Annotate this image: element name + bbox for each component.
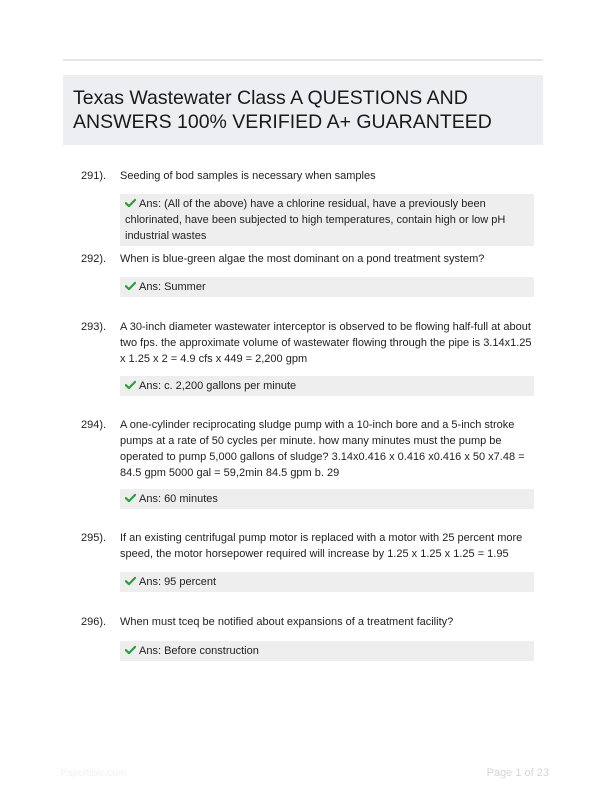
- answer-box: [120, 376, 534, 396]
- question-text: Seeding of bod samples is necessary when samples: [120, 170, 376, 182]
- question-text: A 30-inch diameter wastewater interceptor is observed to be flowing half-full at about two fps. the approximate volume of wastewater flowing through the pipe is 3.14x1.25 x 1.25 x 2 = 4.9 cfs x 449 = 2,200 gpm: [120, 321, 532, 365]
- answer-box: [120, 641, 534, 661]
- checkmark-icon: [125, 281, 136, 291]
- question-text: When is blue-green algae the most dominant on a pond treatment system?: [120, 253, 485, 265]
- question-number: 296).: [81, 616, 107, 628]
- answer-text: Ans: Before construction: [139, 645, 259, 657]
- question-number: 292).: [81, 253, 107, 265]
- checkmark-icon: [125, 198, 136, 208]
- checkmark-icon: [125, 493, 136, 503]
- answer-text: Ans: 95 percent: [139, 576, 217, 588]
- answer-box: [120, 572, 534, 592]
- answer-text: Ans: 60 minutes: [139, 493, 218, 505]
- document-title: Texas Wastewater Class A QUESTIONS AND ANSWERS 100% VERIFIED A+ GUARANTEED: [73, 87, 492, 133]
- top-divider: [63, 59, 543, 61]
- answer-text: Ans: (All of the above) have a chlorine residual, have a previously been chlorinated, have been subjected to high temperatures, contain high or low pH industrial wastes: [125, 198, 506, 242]
- question-number: 293).: [81, 321, 107, 333]
- answer-box: [120, 489, 534, 509]
- answer-text: Ans: Summer: [139, 281, 206, 293]
- question-text: When must tceq be notified about expansions of a treatment facility?: [120, 616, 454, 628]
- checkmark-icon: [125, 645, 136, 655]
- answer-text: Ans: c. 2,200 gallons per minute: [139, 380, 297, 392]
- question-number: 291).: [81, 170, 107, 182]
- answer-box: [120, 194, 534, 246]
- footer-watermark: Papertibic.com: [60, 768, 127, 779]
- page-indicator: Page 1 of 23: [486, 767, 549, 779]
- question-text: If an existing centrifugal pump motor is replaced with a motor with 25 percent more speed, the motor horsepower required will increase by 1.25 x 1.25 x 1.25 = 1.95: [120, 532, 523, 560]
- question-number: 295).: [81, 532, 107, 544]
- question-text: A one-cylinder reciprocating sludge pump with a 10-inch bore and a 5-inch stroke pumps at a rate of 50 cycles per minute. how many minutes must the pump be operated to pump 5,000 gallons of sludge? 3.14x0.416 x 0.416 x0.416 x 50 x7.48 = 84.5 gpm 5000 gal = 59,2min 84.5 gpm b. 29: [120, 419, 525, 479]
- title-banner: [63, 75, 543, 145]
- checkmark-icon: [125, 576, 136, 586]
- question-number: 294).: [81, 419, 107, 431]
- checkmark-icon: [125, 380, 136, 390]
- answer-box: [120, 277, 534, 297]
